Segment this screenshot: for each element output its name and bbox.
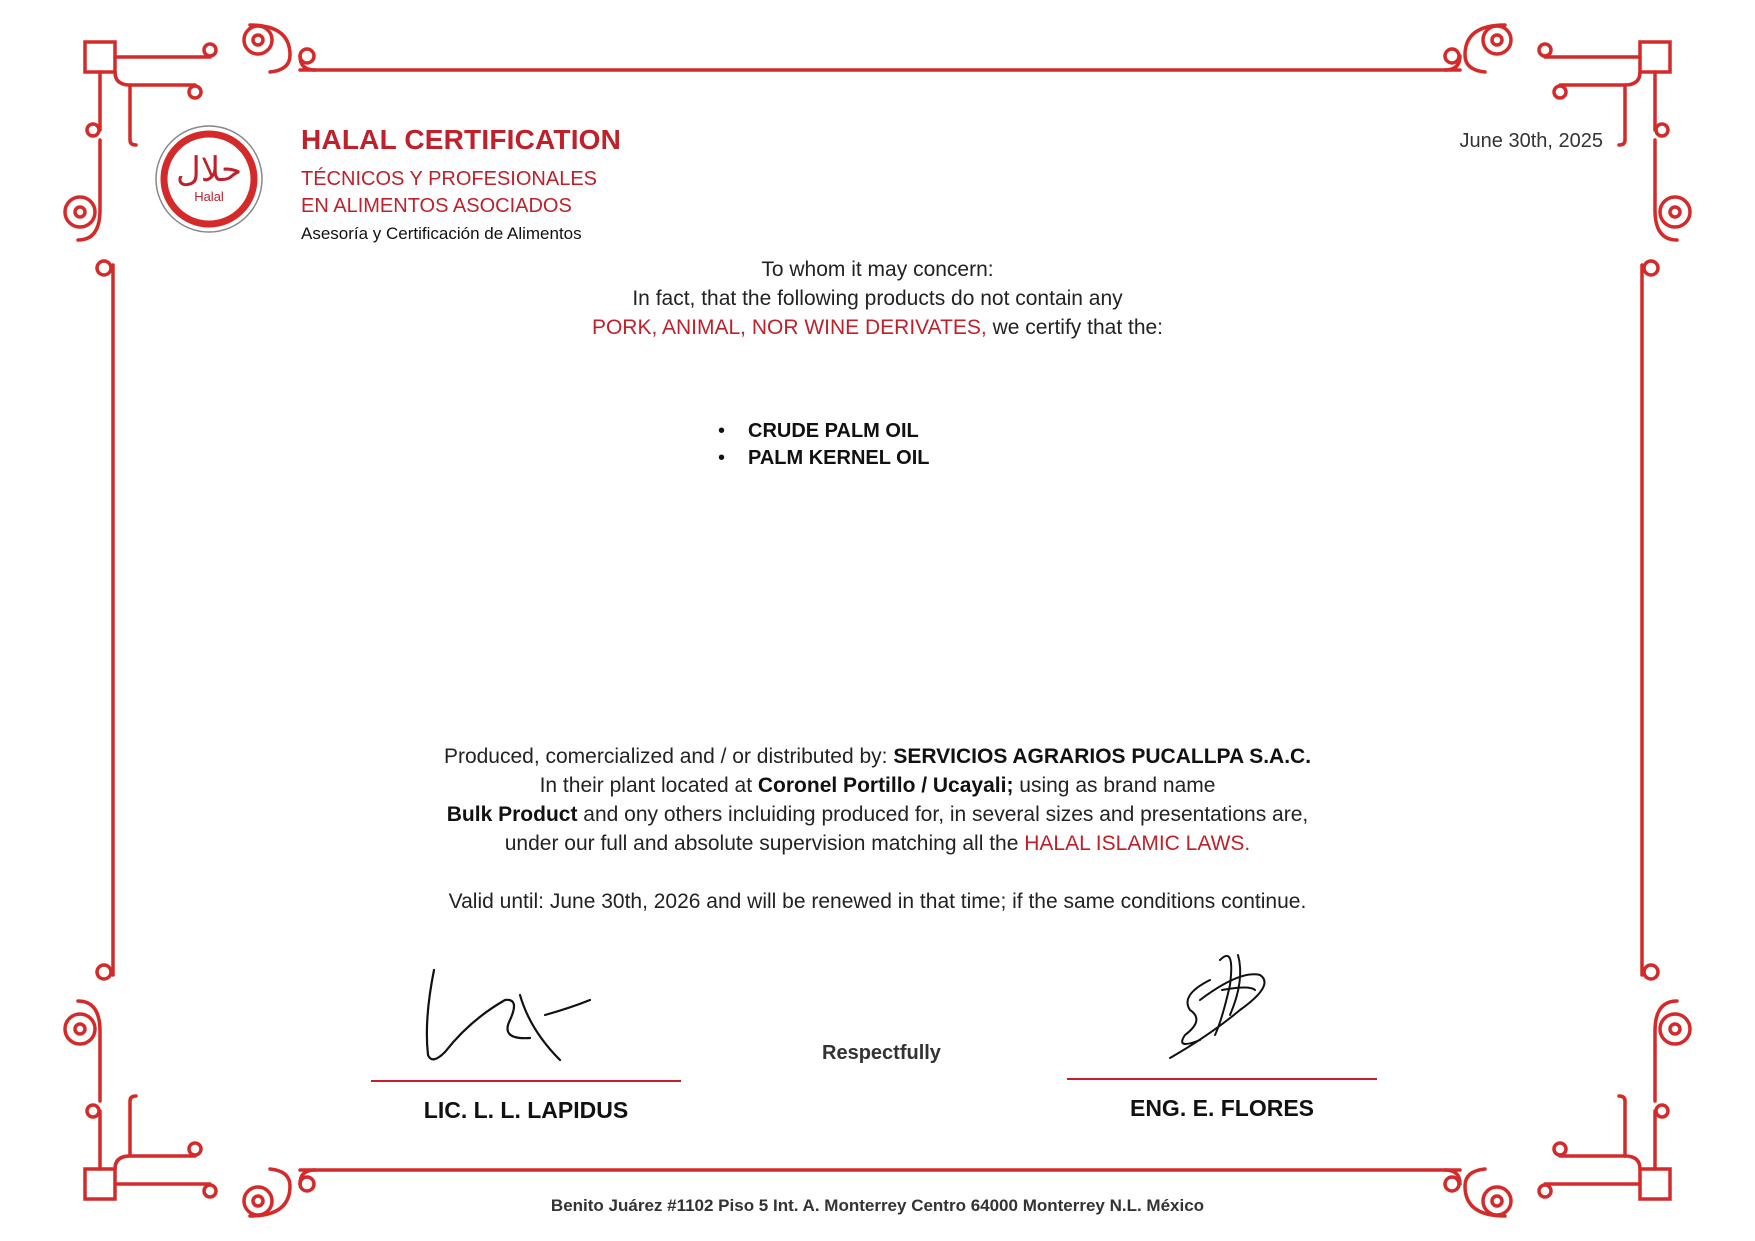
brand-name: Bulk Product [446, 803, 578, 826]
closing-respectfully: Respectfully [822, 1042, 941, 1064]
logo-label: Halal [194, 189, 224, 204]
brand-line [0, 800, 1755, 829]
salutation: To whom it may concern: [761, 258, 994, 281]
signature-line-left [371, 1080, 681, 1082]
corner-ornament-bottom-left [65, 1001, 290, 1216]
intro-certify-line [0, 316, 1755, 340]
footer-address: Benito Juárez #1102 Piso 5 Int. A. Monterrey Centro 64000 Monterrey N.L. México [550, 1196, 1205, 1215]
list-item: • PALM KERNEL OIL [718, 447, 929, 474]
intro-statement: In fact, that the following products do not contain any [632, 287, 1123, 310]
org-subtitle: Asesoría y Certificación de Alimentos [301, 224, 582, 243]
plant-line [0, 771, 1755, 800]
supervision-line [0, 829, 1755, 858]
halal-logo-icon [153, 123, 265, 235]
signature-left-icon [410, 960, 600, 1070]
halal-laws: HALAL ISLAMIC LAWS. [1024, 832, 1251, 855]
signature-line-right [1067, 1078, 1377, 1080]
certification-title: HALAL CERTIFICATION [301, 124, 622, 155]
brand-rest: and ony others incluiding produced for, in several sizes and presentations are, [577, 803, 1309, 826]
plant-rest: using as brand name [1013, 774, 1216, 797]
issue-date: June 30th, 2025 [1459, 130, 1603, 152]
logo-arabic-text: حلال [175, 150, 243, 190]
plant-lead: In their plant located at [539, 774, 758, 797]
plant-location: Coronel Portillo / Ucayali; [757, 774, 1014, 797]
supervision-lead: under our full and absolute supervision matching all the [504, 832, 1025, 855]
certify-text: we certify that the: [986, 316, 1164, 339]
signatory-left-name: LIC. L. L. LAPIDUS [423, 1097, 629, 1123]
company-name: SERVICIOS AGRARIOS PUCALLPA S.A.C. [893, 745, 1312, 768]
producer-line [0, 742, 1755, 771]
border-top-right-curl [1445, 49, 1459, 63]
excluded-derivatives: PORK, ANIMAL, NOR WINE DERIVATES, [591, 316, 987, 339]
corner-ornament-bottom-right [1465, 1001, 1690, 1216]
org-name-line2: EN ALIMENTOS ASOCIADOS [301, 195, 572, 217]
signatory-right-name: ENG. E. FLORES [1129, 1095, 1315, 1121]
validity-statement: Valid until: June 30th, 2026 and will be renewed in that time; if the same conditions continue. [448, 890, 1307, 913]
list-item: • CRUDE PALM OIL [718, 420, 929, 447]
product-list [718, 420, 929, 474]
signature-right-icon [1160, 940, 1280, 1065]
producer-lead: Produced, comercialized and / or distributed by: [443, 745, 894, 768]
org-name-line1: TÉCNICOS Y PROFESIONALES [301, 168, 598, 190]
